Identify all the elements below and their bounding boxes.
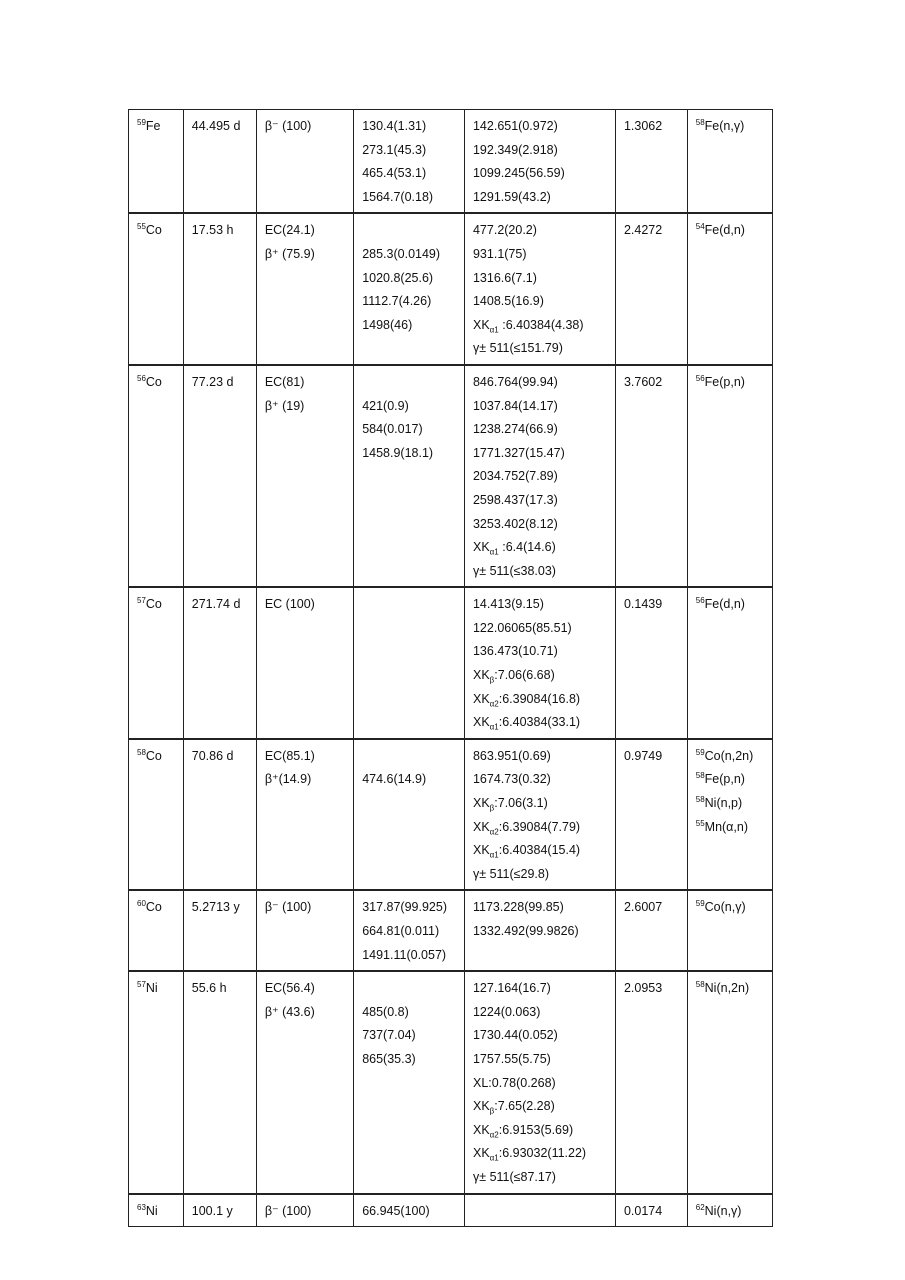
nuclide-cell: [129, 1194, 184, 1227]
element-symbol: Fe: [145, 119, 161, 133]
mass-number: 58: [695, 794, 705, 804]
beta-energy: 1458.9(18.1): [362, 445, 434, 460]
decay-mode: β⁻ (100): [264, 900, 312, 915]
beta-energy: 465.4(53.1): [362, 166, 427, 181]
production-reaction: [696, 593, 764, 617]
beta-energy-cell: [354, 110, 465, 214]
nuclide-label: [137, 977, 175, 1001]
gamma-energy-cell: [464, 213, 615, 365]
gamma-energy: 192.349(2.918): [472, 142, 558, 157]
gamma-energy: $XK_{\alpha 1}$ :6.40384(4.38): [472, 317, 584, 335]
decay-mode: EC(24.1): [264, 223, 315, 238]
gamma-energy: $XK_\beta:7.06(6.68)$: [472, 668, 555, 685]
nuclide-data-table: [128, 109, 773, 1227]
element-symbol: Fe(n,γ): [704, 119, 745, 133]
decay-mode: β⁺(14.9): [264, 772, 312, 787]
nuclide-label: [137, 745, 175, 769]
gamma-energy-cell: [464, 890, 615, 971]
mass-number: 62: [695, 1202, 705, 1212]
gamma-energy: 2598.437(17.3): [472, 492, 558, 507]
beta-energy: 1498(46): [362, 317, 413, 332]
gamma-energy: $XK_{\alpha 2}:6.9153(5.69)$: [472, 1122, 574, 1140]
production-cell: [687, 890, 772, 971]
production-cell: [687, 971, 772, 1193]
mass-number: 56: [137, 373, 146, 383]
half-life-cell: [183, 587, 256, 739]
table-row: [129, 365, 773, 587]
nuclide-label: [137, 115, 175, 139]
production-cell: [687, 213, 772, 365]
q-value: 0.0174: [623, 1203, 663, 1218]
half-life: 17.53 h: [191, 223, 234, 238]
beta-energy: 66.945(100): [362, 1203, 430, 1218]
q-value-cell: [615, 1194, 687, 1227]
table-row: [129, 739, 773, 891]
gamma-energy: 122.06065(85.51): [472, 620, 572, 635]
half-life-cell: [183, 971, 256, 1193]
nuclide-label: [137, 219, 175, 243]
beta-energy: 737(7.04): [362, 1028, 416, 1043]
table-body: [129, 110, 773, 1227]
beta-energy: 273.1(45.3): [362, 142, 427, 157]
beta-energy: 285.3(0.0149): [362, 246, 441, 261]
beta-energy: 1020.8(25.6): [362, 270, 434, 285]
decay-mode-cell: [256, 213, 353, 365]
beta-energy: 865(35.3): [362, 1051, 416, 1066]
production-reaction: [696, 1200, 764, 1224]
gamma-energy: $XK_{\alpha 1}:6.93032(11.22)$: [472, 1146, 587, 1163]
gamma-energy: $XK_{\alpha 1}:6.40384(33.1)$: [472, 715, 581, 732]
decay-mode-cell: [256, 365, 353, 587]
production-reaction: [696, 792, 764, 816]
mass-number: 56: [695, 373, 705, 383]
half-life-cell: [183, 213, 256, 365]
q-value-cell: [615, 890, 687, 971]
mass-number: 58: [695, 117, 705, 127]
nuclide-cell: [129, 739, 184, 891]
half-life: 100.1 y: [191, 1203, 233, 1218]
gamma-energy: γ± 511(≤38.03): [472, 563, 556, 578]
nuclide-label: [137, 1200, 175, 1224]
mass-number: 60: [137, 899, 146, 909]
table-row: [129, 971, 773, 1193]
beta-energy: 1564.7(0.18): [362, 189, 434, 204]
gamma-energy: 1291.59(43.2): [472, 189, 551, 204]
element-symbol: Ni(n,p): [704, 796, 743, 811]
gamma-energy: 477.2(20.2): [472, 223, 537, 238]
element-symbol: Fe(d,n): [704, 223, 745, 238]
q-value-cell: [615, 739, 687, 891]
nuclide-cell: [129, 213, 184, 365]
gamma-energy: 1224(0.063): [472, 1004, 541, 1019]
production-cell: [687, 739, 772, 891]
decay-mode: β⁺ (19): [264, 398, 305, 413]
gamma-energy: γ± 511(≤87.17): [472, 1169, 556, 1184]
gamma-energy-cell: [464, 739, 615, 891]
production-reaction: [696, 745, 764, 769]
table-row: [129, 1194, 773, 1227]
half-life-cell: [183, 890, 256, 971]
mass-number: 58: [695, 980, 705, 990]
element-symbol: Co(n,2n): [704, 748, 754, 763]
gamma-energy: XL:0.78(0.268): [472, 1075, 556, 1090]
nuclide-label: [137, 371, 175, 395]
beta-energy-cell: [354, 739, 465, 891]
gamma-energy: γ± 511(≤29.8): [472, 866, 550, 881]
gamma-energy: 1674.73(0.32): [472, 772, 551, 787]
nuclide-cell: [129, 110, 184, 214]
production-reaction: [696, 977, 764, 1001]
beta-energy: 130.4(1.31): [362, 119, 427, 133]
beta-energy: 474.6(14.9): [362, 772, 427, 787]
gamma-energy: 14.413(9.15): [472, 597, 544, 612]
half-life-cell: [183, 110, 256, 214]
gamma-energy: 1037.84(14.17): [472, 398, 558, 413]
q-value-cell: [615, 587, 687, 739]
decay-mode-cell: [256, 971, 353, 1193]
half-life-cell: [183, 739, 256, 891]
nuclide-cell: [129, 890, 184, 971]
beta-energy-cell: [354, 365, 465, 587]
q-value-cell: [615, 365, 687, 587]
production-cell: [687, 365, 772, 587]
table-row: [129, 587, 773, 739]
gamma-energy-cell: [464, 971, 615, 1193]
half-life: 44.495 d: [191, 119, 241, 133]
gamma-energy: $XK_\beta:7.65(2.28)$: [472, 1099, 555, 1116]
gamma-energy: 2034.752(7.89): [472, 469, 558, 484]
q-value: 2.0953: [623, 981, 663, 996]
gamma-energy: 1173.228(99.85): [472, 900, 564, 915]
beta-energy: 421(0.9): [362, 398, 409, 413]
decay-mode: EC (100): [264, 597, 315, 612]
production-reaction: [696, 896, 764, 920]
decay-mode-cell: [256, 1194, 353, 1227]
element-symbol: Co: [145, 223, 162, 238]
gamma-energy: $XK_\beta:7.06(3.1)$: [472, 796, 548, 813]
mass-number: 59: [695, 899, 705, 909]
mass-number: 58: [695, 771, 705, 781]
beta-energy: 584(0.017): [362, 422, 423, 437]
beta-energy: 1491.11(0.057): [362, 947, 447, 962]
half-life-cell: [183, 365, 256, 587]
gamma-energy: 1238.274(66.9): [472, 422, 558, 437]
element-symbol: Co: [145, 374, 162, 389]
gamma-energy: 136.473(10.71): [472, 644, 558, 659]
table-row: [129, 213, 773, 365]
element-symbol: Ni(n,γ): [704, 1203, 742, 1218]
production-cell: [687, 587, 772, 739]
decay-mode-cell: [256, 587, 353, 739]
beta-energy: [362, 371, 456, 395]
half-life-cell: [183, 1194, 256, 1227]
gamma-energy: 142.651(0.972): [472, 119, 558, 133]
element-symbol: Ni: [145, 981, 158, 996]
nuclide-label: [137, 896, 175, 920]
decay-mode: β⁺ (43.6): [264, 1004, 315, 1019]
q-value: 0.1439: [623, 597, 663, 612]
beta-energy: 664.81(0.011): [362, 924, 440, 938]
beta-energy-cell: [354, 890, 465, 971]
q-value: 2.6007: [623, 900, 663, 915]
q-value-cell: [615, 110, 687, 214]
gamma-energy: 1408.5(16.9): [472, 294, 544, 309]
gamma-energy: 1316.6(7.1): [472, 270, 537, 285]
decay-mode-cell: [256, 890, 353, 971]
element-symbol: Fe(p,n): [704, 374, 745, 389]
decay-mode-cell: [256, 739, 353, 891]
nuclide-cell: [129, 971, 184, 1193]
nuclide-label: [137, 593, 175, 617]
beta-energy: 317.87(99.925): [362, 900, 447, 915]
gamma-energy: 931.1(75): [472, 246, 527, 261]
mass-number: 54: [695, 222, 705, 232]
decay-mode: β⁺ (75.9): [264, 246, 315, 261]
beta-energy-cell: [354, 587, 465, 739]
q-value-cell: [615, 971, 687, 1193]
gamma-energy: $XK_{\alpha 1}:6.40384(15.4)$: [472, 843, 581, 860]
decay-mode: EC(81): [264, 374, 305, 389]
half-life: 5.2713 y: [191, 900, 240, 915]
gamma-energy: $XK_{\alpha 2}:6.39084(16.8)$: [472, 691, 581, 709]
production-reaction: [696, 816, 764, 840]
half-life: 55.6 h: [191, 981, 227, 996]
mass-number: 55: [137, 222, 146, 232]
decay-mode: EC(85.1): [264, 748, 315, 763]
mass-number: 59: [137, 117, 146, 127]
element-symbol: Co(n,γ): [704, 900, 746, 915]
beta-energy: 1112.7(4.26): [362, 294, 432, 309]
beta-energy: 485(0.8): [362, 1004, 409, 1019]
mass-number: 59: [695, 747, 705, 757]
gamma-energy: 1099.245(56.59): [472, 166, 565, 181]
table-row: [129, 110, 773, 214]
element-symbol: Fe(p,n): [704, 772, 745, 787]
q-value: 3.7602: [623, 374, 663, 389]
half-life: 70.86 d: [191, 748, 234, 763]
decay-mode: β⁻ (100): [264, 1203, 312, 1218]
production-cell: [687, 110, 772, 214]
beta-energy: [362, 745, 456, 769]
nuclide-cell: [129, 587, 184, 739]
production-reaction: [696, 115, 764, 139]
gamma-energy-cell: [464, 1194, 615, 1227]
half-life: 77.23 d: [191, 374, 234, 389]
element-symbol: Ni(n,2n): [704, 981, 750, 996]
beta-energy: [362, 977, 456, 1001]
gamma-energy: 1332.492(99.9826): [472, 924, 579, 938]
mass-number: 56: [695, 596, 705, 606]
beta-energy-cell: [354, 1194, 465, 1227]
production-cell: [687, 1194, 772, 1227]
gamma-energy: 1730.44(0.052): [472, 1028, 558, 1043]
q-value: 2.4272: [623, 223, 663, 238]
gamma-energy: 1771.327(15.47): [472, 445, 565, 460]
gamma-energy: $XK_{\alpha 2}:6.39084(7.79)$: [472, 819, 581, 837]
q-value-cell: [615, 213, 687, 365]
mass-number: 58: [137, 747, 146, 757]
nuclide-cell: [129, 365, 184, 587]
gamma-energy: 127.164(16.7): [472, 981, 551, 996]
element-symbol: Fe(d,n): [704, 597, 745, 612]
element-symbol: Mn(α,n): [704, 819, 748, 834]
gamma-energy: γ± 511(≤151.79): [472, 341, 563, 356]
decay-mode: EC(56.4): [264, 981, 315, 996]
element-symbol: Ni: [145, 1203, 158, 1218]
element-symbol: Co: [145, 900, 162, 915]
mass-number: 57: [137, 596, 146, 606]
decay-mode-cell: [256, 110, 353, 214]
gamma-energy-cell: [464, 365, 615, 587]
q-value: 1.3062: [623, 119, 663, 133]
decay-mode: β⁻ (100): [264, 119, 312, 133]
mass-number: 63: [137, 1202, 146, 1212]
gamma-energy: 1757.55(5.75): [472, 1051, 551, 1066]
half-life: 271.74 d: [191, 597, 241, 612]
production-reaction: [696, 768, 764, 792]
production-reaction: [696, 219, 764, 243]
table-row: [129, 890, 773, 971]
element-symbol: Co: [145, 748, 162, 763]
element-symbol: Co: [145, 597, 162, 612]
beta-energy-cell: [354, 213, 465, 365]
beta-energy: [362, 219, 456, 243]
beta-energy-cell: [354, 971, 465, 1193]
gamma-energy: $XK_{\alpha 1}$ :6.4(14.6): [472, 540, 556, 557]
gamma-energy-cell: [464, 587, 615, 739]
q-value: 0.9749: [623, 748, 663, 763]
gamma-energy: 846.764(99.94): [472, 374, 558, 389]
mass-number: 55: [695, 818, 705, 828]
gamma-energy-cell: [464, 110, 615, 214]
mass-number: 57: [137, 980, 146, 990]
gamma-energy: 863.951(0.69): [472, 748, 551, 763]
gamma-energy: 3253.402(8.12): [472, 516, 558, 531]
production-reaction: [696, 371, 764, 395]
